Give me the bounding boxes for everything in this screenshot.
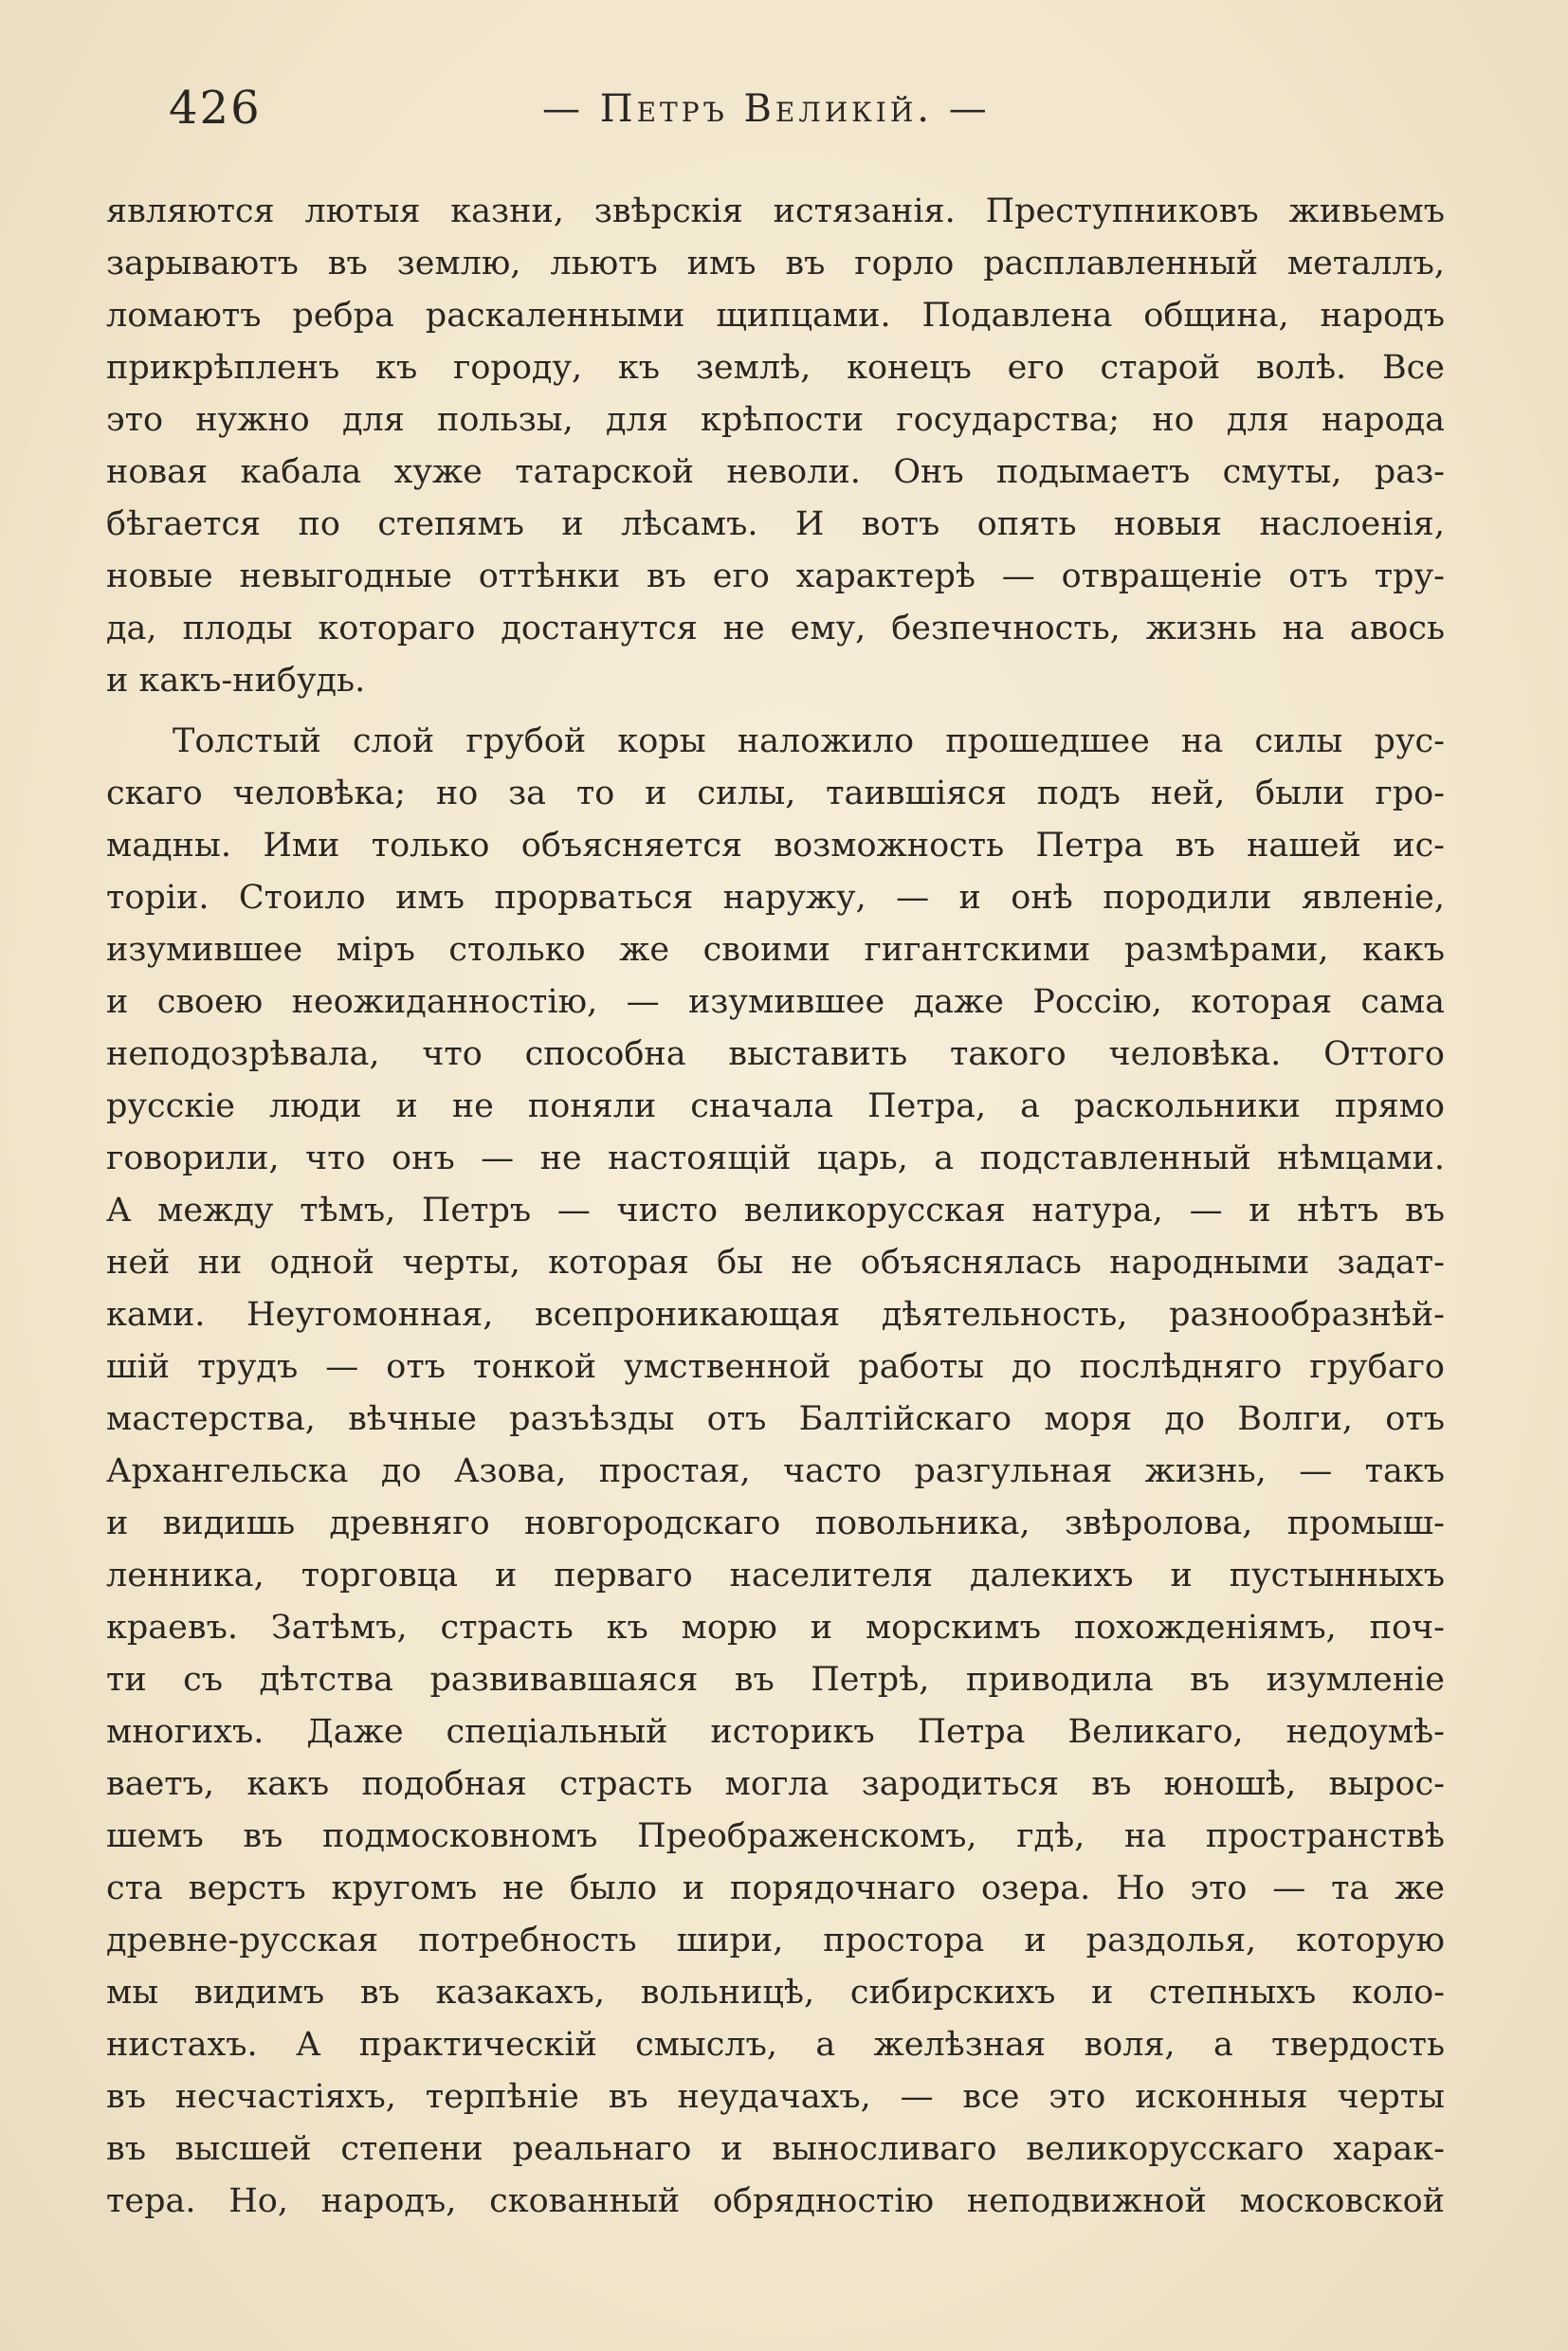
- text-line: ками. Неугомонная, всепроникающая дѣятельность, разнообразнѣй-: [106, 1296, 1445, 1334]
- running-title: — Петръ Великій. —: [542, 87, 991, 131]
- text-line: новые невыгодные оттѣнки въ его характерѣ — отвращеніе отъ тру-: [106, 557, 1445, 595]
- text-line: ломаютъ ребра раскаленными щипцами. Подавлена община, народъ: [106, 297, 1445, 335]
- text-line: зарываютъ въ землю, льютъ имъ въ горло расплавленный металлъ,: [106, 245, 1445, 282]
- page-header: [106, 82, 1443, 142]
- text-line: являются лютыя казни, звѣрскія истязанія. Преступниковъ живьемъ: [106, 192, 1445, 230]
- text-line: ти съ дѣтства развивавшаяся въ Петрѣ, приводила въ изумленіе: [106, 1661, 1445, 1699]
- body-text: [106, 186, 1445, 2228]
- text-line: новая кабала хуже татарской неволи. Онъ подымаетъ смуты, раз-: [106, 453, 1445, 491]
- text-line: многихъ. Даже спеціальный историкъ Петра Великаго, недоумѣ-: [106, 1713, 1445, 1751]
- text-line: прикрѣпленъ къ городу, къ землѣ, конецъ его старой волѣ. Все: [106, 349, 1445, 387]
- text-line: Архангельска до Азова, простая, часто разгульная жизнь, — такъ: [106, 1452, 1445, 1490]
- text-line: и своею неожиданностію, — изумившее даже Россію, которая сама: [106, 983, 1445, 1021]
- text-line: русскіе люди и не поняли сначала Петра, а раскольники прямо: [106, 1087, 1445, 1125]
- text-line: А между тѣмъ, Петръ — чисто великорусская натура, — и нѣтъ въ: [106, 1192, 1445, 1230]
- text-line: древне-русская потребность шири, простора и раздолья, которую: [106, 1922, 1445, 1959]
- text-line: неподозрѣвала, что способна выставить такого человѣка. Оттого: [106, 1035, 1445, 1073]
- text-line: бѣгается по степямъ и лѣсамъ. И вотъ опять новыя наслоенія,: [106, 505, 1445, 543]
- text-line: говорили, что онъ — не настоящій царь, а подставленный нѣмцами.: [106, 1139, 1445, 1177]
- text-line: изумившее міръ столько же своими гигантскими размѣрами, какъ: [106, 931, 1445, 969]
- text-line: скаго человѣка; но за то и силы, таившіяся подъ ней, были гро-: [106, 775, 1445, 812]
- text-line: краевъ. Затѣмъ, страсть къ морю и морскимъ похожденіямъ, поч-: [106, 1609, 1445, 1647]
- text-line: торіи. Стоило имъ прорваться наружу, — и онѣ породили явленіе,: [106, 879, 1445, 917]
- text-line: мы видимъ въ казакахъ, вольницѣ, сибирскихъ и степныхъ коло-: [106, 1974, 1445, 2012]
- text-line: мастерства, вѣчные разъѣзды отъ Балтійскаго моря до Волги, отъ: [106, 1400, 1445, 1438]
- text-line: тера. Но, народъ, скованный обрядностію неподвижной московской: [106, 2182, 1445, 2220]
- page-number: 426: [169, 82, 262, 135]
- text-line: и видишь древняго новгородскаго повольника, звѣролова, промыш-: [106, 1504, 1445, 1542]
- text-line: шій трудъ — отъ тонкой умственной работы до послѣдняго грубаго: [106, 1348, 1445, 1386]
- text-line: ней ни одной черты, которая бы не объяснялась народными задат-: [106, 1244, 1445, 1282]
- text-line: мадны. Ими только объясняется возможность Петра въ нашей ис-: [106, 827, 1445, 865]
- text-line: шемъ въ подмосковномъ Преображенскомъ, гдѣ, на пространствѣ: [106, 1817, 1445, 1855]
- text-line: въ высшей степени реальнаго и выносливаго великорусскаго харак-: [106, 2130, 1445, 2168]
- text-line: и какъ-нибудь.: [106, 662, 366, 700]
- text-line: ста верстъ кругомъ не было и порядочнаго озера. Но это — та же: [106, 1869, 1445, 1907]
- text-line: ваетъ, какъ подобная страсть могла зародиться въ юношѣ, вырос-: [106, 1765, 1445, 1803]
- paragraph-first-line: Толстый слой грубой коры наложило прошедшее на силы рус-: [173, 722, 1445, 760]
- text-line: въ несчастіяхъ, терпѣніе въ неудачахъ, — все это исконныя черты: [106, 2078, 1445, 2116]
- text-line: это нужно для пользы, для крѣпости государства; но для народа: [106, 401, 1445, 439]
- text-line: да, плоды котораго достанутся не ему, безпечность, жизнь на авось: [106, 610, 1445, 647]
- text-line: ленника, торговца и перваго населителя далекихъ и пустынныхъ: [106, 1557, 1445, 1595]
- text-line: нистахъ. А практическій смыслъ, а желѣзная воля, а твердость: [106, 2026, 1445, 2064]
